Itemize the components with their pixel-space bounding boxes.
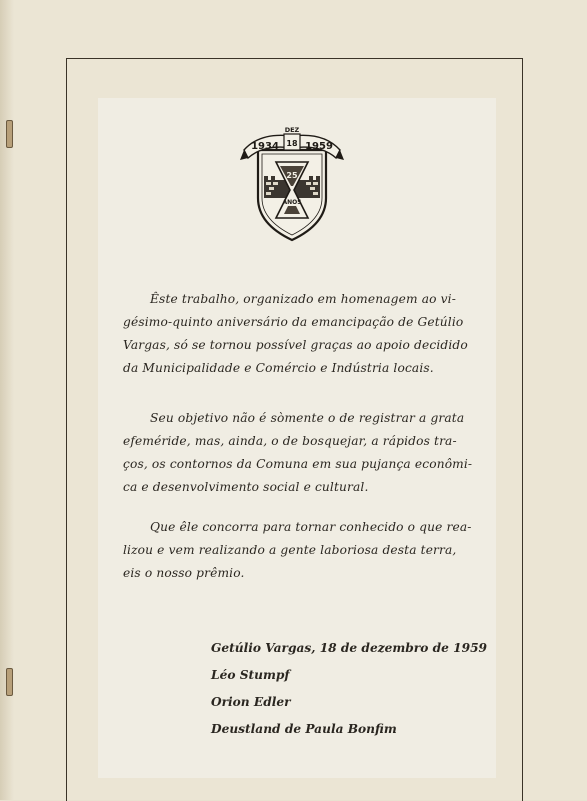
seal-year-end: 1959 xyxy=(305,141,333,152)
anniversary-seal-emblem xyxy=(240,120,344,244)
paragraph-2-line: ca e desenvolvimento social e cultural. xyxy=(123,480,369,494)
seal-year-start: 1934 xyxy=(251,141,279,152)
paragraph-1-line: gésimo-quinto aniversário da emancipação de Getúlio xyxy=(123,315,464,329)
paragraph-1-line: da Municipalidade e Comércio e Indústria locais. xyxy=(123,361,434,375)
paragraph-1-line: Vargas, só se tornou possível graças ao apoio decidido xyxy=(123,338,468,352)
seal-anniversary-word: ANOS xyxy=(282,199,302,206)
signatory-name: Deustland de Paula Bonfim xyxy=(211,722,397,736)
paragraph-3 xyxy=(123,516,472,585)
paragraph-3-line: eis o nosso prêmio. xyxy=(123,566,245,580)
signatory-name: Orion Edler xyxy=(211,695,291,709)
paragraph-3-line: lizou e vem realizando a gente laboriosa desta terra, xyxy=(123,543,457,557)
signatory-name: Léo Stumpf xyxy=(211,668,290,682)
seal-month: DEZ xyxy=(284,126,300,134)
paragraph-1-line: Êste trabalho, organizado em homenagem ao vi- xyxy=(150,292,456,306)
paragraph-2-line: efeméride, mas, ainda, o de bosquejar, a rápidos tra- xyxy=(123,434,457,448)
staple-top xyxy=(6,120,13,148)
place-and-date: Getúlio Vargas, 18 de dezembro de 1959 xyxy=(211,641,488,655)
paragraph-3-line: Que êle concorra para tornar conhecido o que rea- xyxy=(150,520,472,534)
seal-anniversary-number: 25 xyxy=(286,171,298,180)
paragraph-2-line: ços, os contornos da Comuna em sua pujança econômi- xyxy=(123,457,473,471)
paragraph-1 xyxy=(123,288,468,380)
staple-bottom xyxy=(6,668,13,696)
paragraph-2 xyxy=(123,407,473,499)
seal-day: 18 xyxy=(286,139,298,148)
paragraph-2-line: Seu objetivo não é sòmente o de registrar a grata xyxy=(150,411,465,425)
